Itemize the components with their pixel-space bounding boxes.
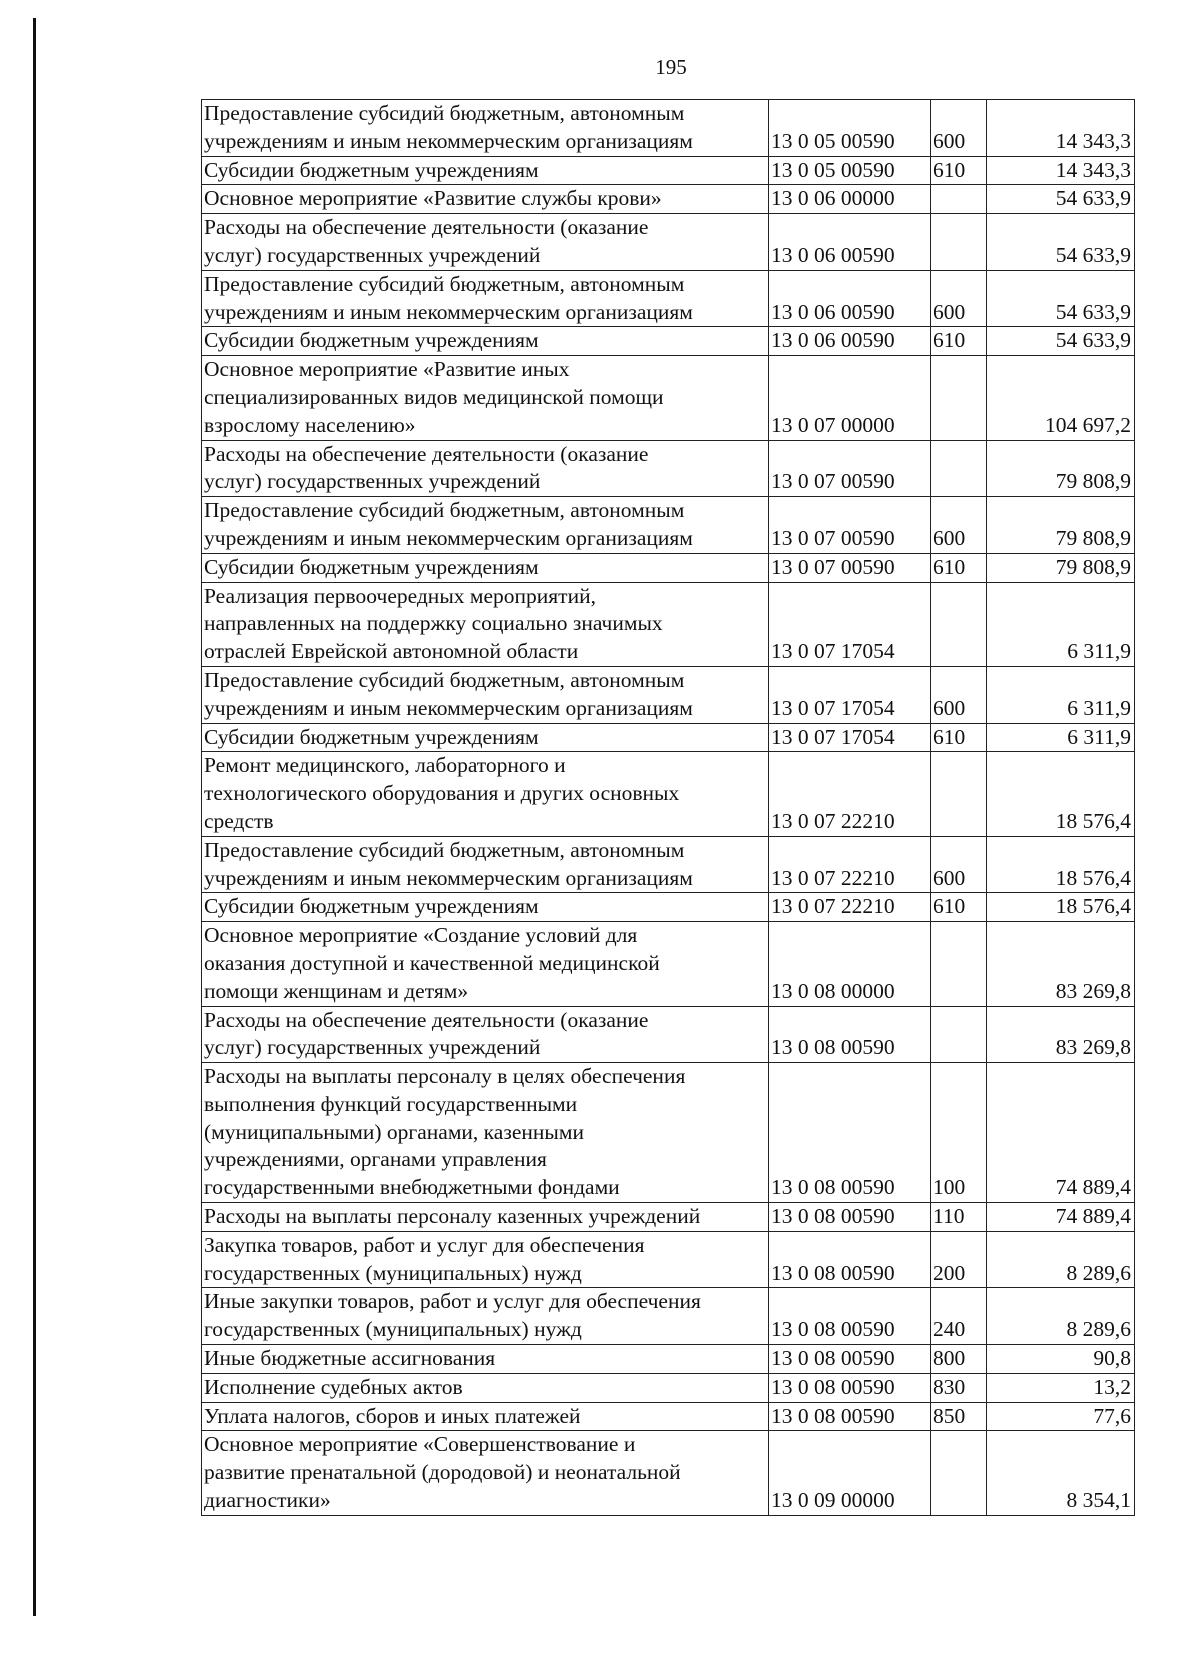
row-description: Предоставление субсидий бюджетным, автономным учреждениям и иным некоммерческим организациям: [202, 497, 769, 554]
row-description: Субсидии бюджетным учреждениям: [202, 553, 769, 582]
row-amount: 18 576,4: [987, 752, 1135, 836]
row-target-article-code: 13 0 08 00590: [769, 1288, 931, 1345]
row-amount: 8 289,6: [987, 1288, 1135, 1345]
row-target-article-code: 13 0 08 00590: [769, 1063, 931, 1203]
row-description: Предоставление субсидий бюджетным, автономным учреждениям и иным некоммерческим организациям: [202, 666, 769, 723]
row-target-article-code: 13 0 06 00590: [769, 270, 931, 327]
row-description: Расходы на выплаты персоналу в целях обеспечения выполнения функций государственными (муниципальными) органами, казенными учреждениями, органами управления государственными внебюджетными фондами: [202, 1063, 769, 1203]
table-row: [202, 1203, 1135, 1232]
row-amount: 14 343,3: [987, 100, 1135, 157]
row-target-article-code: 13 0 08 00590: [769, 1231, 931, 1288]
row-description: Иные закупки товаров, работ и услуг для обеспечения государственных (муниципальных) нужд: [202, 1288, 769, 1345]
row-amount: 79 808,9: [987, 553, 1135, 582]
row-amount: 6 311,9: [987, 582, 1135, 666]
row-expense-type-code: 610: [931, 327, 987, 356]
row-description: Расходы на обеспечение деятельности (оказание услуг) государственных учреждений: [202, 440, 769, 497]
row-description: Предоставление субсидий бюджетным, автономным учреждениям и иным некоммерческим организациям: [202, 100, 769, 157]
row-amount: 83 269,8: [987, 1006, 1135, 1063]
row-amount: 54 633,9: [987, 185, 1135, 214]
row-description: Предоставление субсидий бюджетным, автономным учреждениям и иным некоммерческим организациям: [202, 270, 769, 327]
row-target-article-code: 13 0 08 00590: [769, 1402, 931, 1431]
row-target-article-code: 13 0 07 00590: [769, 497, 931, 554]
table-row: [202, 1063, 1135, 1203]
row-description: Иные бюджетные ассигнования: [202, 1345, 769, 1374]
row-expense-type-code: [931, 922, 987, 1006]
row-expense-type-code: 800: [931, 1345, 987, 1374]
row-description: Основное мероприятие «Создание условий для оказания доступной и качественной медицинской помощи женщинам и детям»: [202, 922, 769, 1006]
row-amount: 104 697,2: [987, 356, 1135, 440]
row-expense-type-code: 610: [931, 723, 987, 752]
row-expense-type-code: 110: [931, 1203, 987, 1232]
row-target-article-code: 13 0 08 00590: [769, 1373, 931, 1402]
row-expense-type-code: 610: [931, 893, 987, 922]
row-target-article-code: 13 0 07 17054: [769, 582, 931, 666]
row-description: Расходы на обеспечение деятельности (оказание услуг) государственных учреждений: [202, 1006, 769, 1063]
row-target-article-code: 13 0 08 00000: [769, 922, 931, 1006]
row-expense-type-code: 850: [931, 1402, 987, 1431]
row-expense-type-code: 600: [931, 666, 987, 723]
row-description: Субсидии бюджетным учреждениям: [202, 893, 769, 922]
table-row: [202, 497, 1135, 554]
table-row: [202, 1288, 1135, 1345]
table-row: [202, 185, 1135, 214]
row-amount: 54 633,9: [987, 214, 1135, 271]
page-number: 195: [655, 55, 687, 79]
table-row: [202, 1006, 1135, 1063]
row-amount: 13,2: [987, 1373, 1135, 1402]
row-target-article-code: 13 0 05 00590: [769, 100, 931, 157]
row-description: Основное мероприятие «Совершенствование и развитие пренатальной (дородовой) и неонатальной диагностики»: [202, 1431, 769, 1515]
row-description: Субсидии бюджетным учреждениям: [202, 723, 769, 752]
row-amount: 90,8: [987, 1345, 1135, 1374]
row-amount: 8 354,1: [987, 1431, 1135, 1515]
row-expense-type-code: [931, 582, 987, 666]
table-row: [202, 582, 1135, 666]
table-row: [202, 270, 1135, 327]
row-target-article-code: 13 0 07 22210: [769, 836, 931, 893]
table-row: [202, 752, 1135, 836]
table-row: [202, 1231, 1135, 1288]
row-description: Расходы на обеспечение деятельности (оказание услуг) государственных учреждений: [202, 214, 769, 271]
row-amount: 79 808,9: [987, 497, 1135, 554]
row-expense-type-code: [931, 752, 987, 836]
table-row: [202, 723, 1135, 752]
table-row: [202, 1373, 1135, 1402]
row-expense-type-code: [931, 214, 987, 271]
row-amount: 18 576,4: [987, 893, 1135, 922]
table-row: [202, 1431, 1135, 1515]
row-description: Основное мероприятие «Развитие службы крови»: [202, 185, 769, 214]
row-expense-type-code: 600: [931, 836, 987, 893]
row-expense-type-code: 830: [931, 1373, 987, 1402]
row-description: Уплата налогов, сборов и иных платежей: [202, 1402, 769, 1431]
table-row: [202, 327, 1135, 356]
table-row: [202, 100, 1135, 157]
row-expense-type-code: 610: [931, 156, 987, 185]
row-target-article-code: 13 0 06 00590: [769, 214, 931, 271]
row-amount: 54 633,9: [987, 270, 1135, 327]
row-target-article-code: 13 0 07 22210: [769, 752, 931, 836]
table-row: [202, 553, 1135, 582]
row-expense-type-code: 600: [931, 100, 987, 157]
row-expense-type-code: [931, 440, 987, 497]
row-target-article-code: 13 0 06 00000: [769, 185, 931, 214]
row-target-article-code: 13 0 07 00000: [769, 356, 931, 440]
row-target-article-code: 13 0 08 00590: [769, 1203, 931, 1232]
table-row: [202, 666, 1135, 723]
row-description: Предоставление субсидий бюджетным, автономным учреждениям и иным некоммерческим организациям: [202, 836, 769, 893]
row-description: Реализация первоочередных мероприятий, направленных на поддержку социально значимых отраслей Еврейской автономной области: [202, 582, 769, 666]
table-row: [202, 1345, 1135, 1374]
row-expense-type-code: [931, 185, 987, 214]
row-expense-type-code: 600: [931, 270, 987, 327]
row-amount: 74 889,4: [987, 1063, 1135, 1203]
row-amount: 18 576,4: [987, 836, 1135, 893]
row-target-article-code: 13 0 08 00590: [769, 1006, 931, 1063]
row-target-article-code: 13 0 07 22210: [769, 893, 931, 922]
row-expense-type-code: 200: [931, 1231, 987, 1288]
table-row: [202, 156, 1135, 185]
table-row: [202, 836, 1135, 893]
row-amount: 79 808,9: [987, 440, 1135, 497]
row-amount: 8 289,6: [987, 1231, 1135, 1288]
row-target-article-code: 13 0 07 00590: [769, 440, 931, 497]
row-description: Основное мероприятие «Развитие иных специализированных видов медицинской помощи взрослому населению»: [202, 356, 769, 440]
row-expense-type-code: 240: [931, 1288, 987, 1345]
row-description: Исполнение судебных актов: [202, 1373, 769, 1402]
scan-binding-edge: [33, 18, 36, 1616]
row-amount: 54 633,9: [987, 327, 1135, 356]
row-target-article-code: 13 0 09 00000: [769, 1431, 931, 1515]
row-target-article-code: 13 0 05 00590: [769, 156, 931, 185]
row-description: Закупка товаров, работ и услуг для обеспечения государственных (муниципальных) нужд: [202, 1231, 769, 1288]
row-expense-type-code: 610: [931, 553, 987, 582]
budget-table: [201, 99, 1135, 1516]
row-target-article-code: 13 0 07 17054: [769, 666, 931, 723]
row-expense-type-code: [931, 1006, 987, 1063]
table-row: [202, 893, 1135, 922]
row-description: Субсидии бюджетным учреждениям: [202, 156, 769, 185]
row-expense-type-code: 100: [931, 1063, 987, 1203]
row-amount: 6 311,9: [987, 723, 1135, 752]
row-amount: 83 269,8: [987, 922, 1135, 1006]
row-expense-type-code: [931, 1431, 987, 1515]
row-target-article-code: 13 0 08 00590: [769, 1345, 931, 1374]
row-amount: 74 889,4: [987, 1203, 1135, 1232]
row-amount: 6 311,9: [987, 666, 1135, 723]
row-target-article-code: 13 0 07 17054: [769, 723, 931, 752]
row-expense-type-code: [931, 356, 987, 440]
row-target-article-code: 13 0 07 00590: [769, 553, 931, 582]
row-description: Ремонт медицинского, лабораторного и технологического оборудования и других основных средств: [202, 752, 769, 836]
row-description: Субсидии бюджетным учреждениям: [202, 327, 769, 356]
table-row: [202, 356, 1135, 440]
row-target-article-code: 13 0 06 00590: [769, 327, 931, 356]
row-amount: 77,6: [987, 1402, 1135, 1431]
row-amount: 14 343,3: [987, 156, 1135, 185]
table-row: [202, 214, 1135, 271]
table-row: [202, 1402, 1135, 1431]
table-row: [202, 922, 1135, 1006]
row-description: Расходы на выплаты персоналу казенных учреждений: [202, 1203, 769, 1232]
table-row: [202, 440, 1135, 497]
row-expense-type-code: 600: [931, 497, 987, 554]
